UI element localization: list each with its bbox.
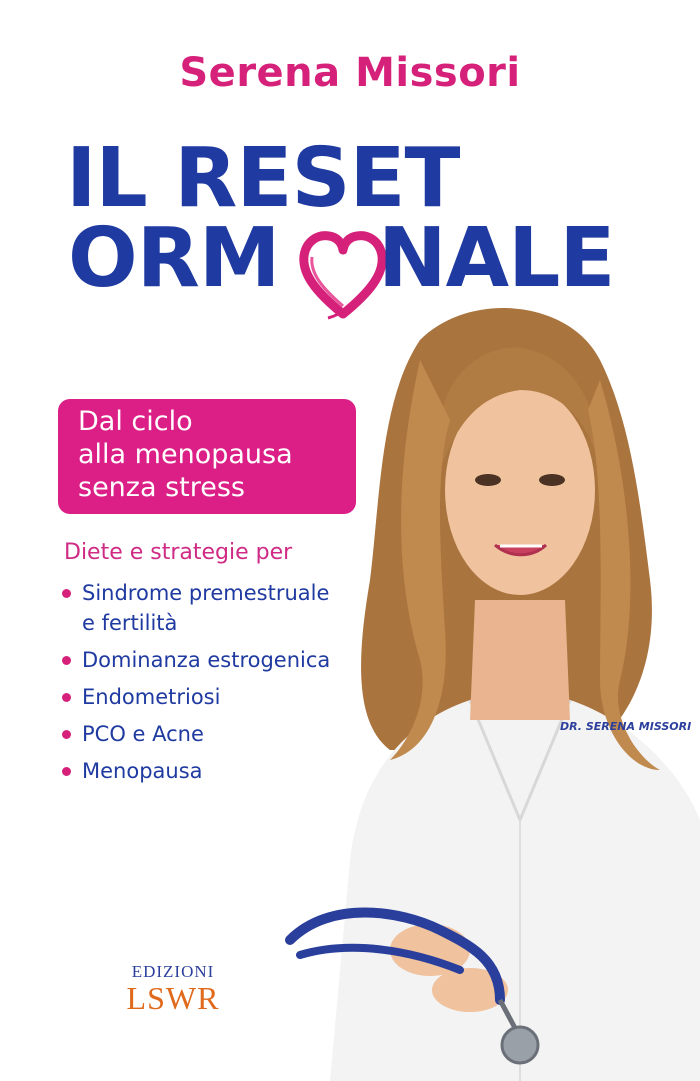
bullet-text: PCO e Acne [82,722,204,746]
list-item [62,682,330,712]
bullet-text: Menopausa [82,759,203,783]
bullet-text: Sindrome premestruale [82,581,330,605]
bullet-dot-icon [62,589,71,598]
subtitle-line-3: senza stress [78,472,245,503]
publisher-line-1: EDIZIONI [131,962,215,981]
list-item [62,719,330,749]
title-line-2-start: ORM [68,211,280,306]
subtitle-line-1: Dal ciclo [78,406,193,437]
author-name: Serena Missori [179,50,521,96]
title-line-1: IL RESET [66,131,460,226]
list-item [62,645,330,675]
subtitle-box [58,399,356,514]
bullet-list [62,578,330,793]
bullet-dot-icon [62,693,71,702]
bullet-text: Endometriosi [82,685,221,709]
coat-logo: DR. SERENA MISSORI [560,720,692,733]
bullet-dot-icon [62,730,71,739]
publisher-logo [118,962,228,1014]
bullet-text: Dominanza estrogenica [82,648,331,672]
strategies-intro: Diete e strategie per [64,540,293,565]
list-item [62,756,330,786]
list-item [62,578,330,638]
publisher-line-2: LSWR [126,980,220,1016]
bullet-text-continued: e fertilità [82,611,178,635]
bullet-dot-icon [62,767,71,776]
title-line-2-end: NALE [378,211,615,306]
bullet-dot-icon [62,656,71,665]
subtitle-line-2: alla menopausa [78,439,293,470]
